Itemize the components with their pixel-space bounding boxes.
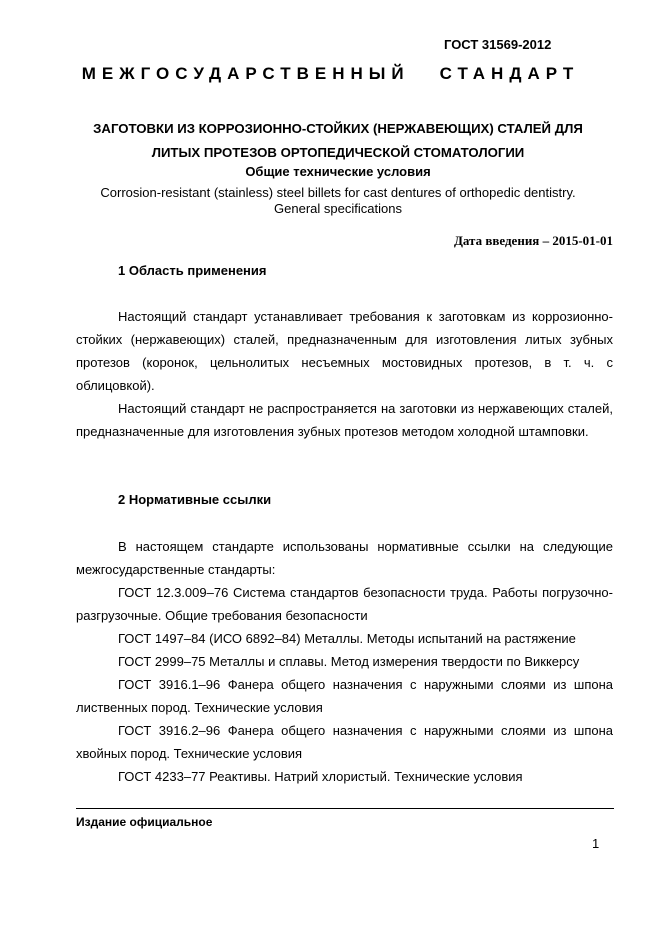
document-subtitle: Общие технические условия: [245, 164, 431, 179]
section-1-paragraph: Настоящий стандарт не распространяется на заготовки из нержавеющих сталей, предназначенные для изготовления зубных протезов методом холодной штамповки.: [76, 401, 613, 439]
title-ru-line2: ЛИТЫХ ПРОТЕЗОВ ОРТОПЕДИЧЕСКОЙ СТОМАТОЛОГИИ: [151, 145, 525, 160]
section-2-heading: 2 Нормативные ссылки: [118, 492, 272, 507]
title-en-line2: General specifications: [274, 201, 402, 216]
section-2-paragraph: В настоящем стандарте использованы нормативные ссылки на следующие межгосударственные стандарты:: [76, 539, 613, 577]
page-number: 1: [592, 836, 600, 851]
introduction-date: Дата введения – 2015-01-01: [453, 233, 613, 248]
official-edition-note: Издание официальное: [76, 815, 213, 829]
reference-item: ГОСТ 12.3.009–76 Система стандартов безопасности труда. Работы погрузочно-разгрузочные. Общие требования безопасности: [76, 585, 613, 623]
reference-item: ГОСТ 2999–75 Металлы и сплавы. Метод измерения твердости по Виккерсу: [118, 654, 580, 669]
section-1-paragraph: Настоящий стандарт устанавливает требования к заготовкам из коррозионно-стойких (нержавеющих) сталей, предназначенным для изготовления литых зубных протезов (коронок, цельнолитых несъемных мостовидных протезов, в т. ч. с облицовкой).: [76, 309, 613, 393]
reference-item: ГОСТ 1497–84 (ИСО 6892–84) Металлы. Методы испытаний на растяжение: [118, 631, 576, 646]
document-title-en: [60, 185, 616, 217]
title-ru-line1: ЗАГОТОВКИ ИЗ КОРРОЗИОННО-СТОЙКИХ (НЕРЖАВЕЮЩИХ) СТАЛЕЙ ДЛЯ: [93, 121, 583, 136]
section-1-heading: 1 Область применения: [118, 263, 267, 278]
reference-item: ГОСТ 3916.1–96 Фанера общего назначения с наружными слоями из шпона лиственных пород. Технические условия: [76, 677, 613, 715]
reference-item: ГОСТ 3916.2–96 Фанера общего назначения с наружными слоями из шпона хвойных пород. Технические условия: [76, 723, 613, 761]
standard-type-word1: МЕЖГОСУДАРСТВЕННЫЙ: [81, 64, 410, 83]
reference-item: ГОСТ 4233–77 Реактивы. Натрий хлористый. Технические условия: [118, 769, 523, 784]
standard-type-word2: СТАНДАРТ: [439, 64, 580, 83]
document-title-ru: [60, 117, 616, 165]
footer-divider: [76, 808, 614, 809]
standard-type: [0, 64, 661, 84]
document-number: ГОСТ 31569-2012: [444, 37, 552, 52]
title-en-line1: Corrosion-resistant (stainless) steel billets for cast dentures of orthopedic dentistry.: [100, 185, 576, 200]
